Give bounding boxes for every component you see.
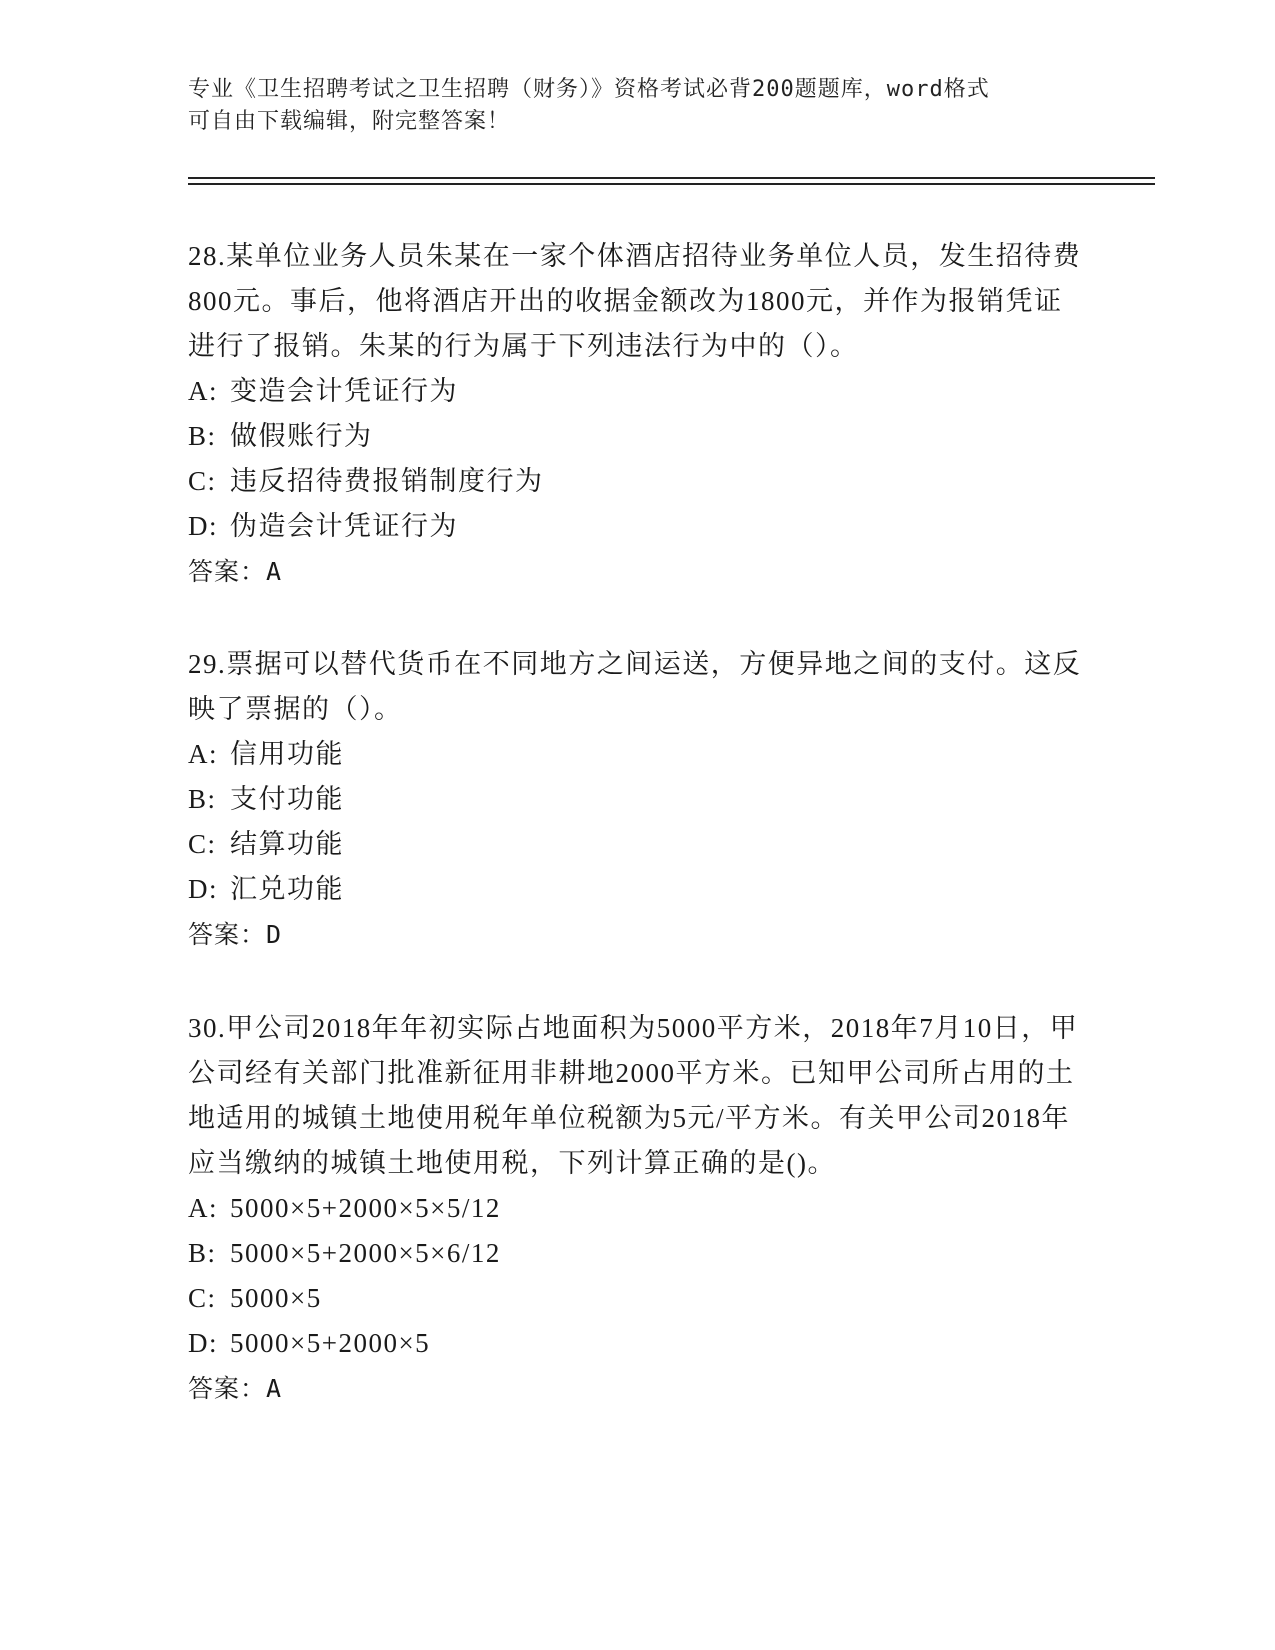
- option-b: B: 5000×5+2000×5×6/12: [188, 1238, 501, 1268]
- option-a: A: 变造会计凭证行为: [188, 376, 458, 406]
- option-d: D: 汇兑功能: [188, 874, 344, 904]
- question-stem: 30.甲公司2018年年初实际占地面积为5000平方米，2018年7月10日，甲公司经有关部门批准新征用非耕地2000平方米。已知甲公司所占用的土地适用的城镇土地使用税年单位税额为5元/平方米。有关甲公司2018年应当缴纳的城镇土地使用税，下列计算正确的是()。: [188, 1013, 1079, 1178]
- question-28: [188, 234, 1088, 594]
- answer-line: 答案：A: [188, 557, 283, 586]
- option-a: A: 信用功能: [188, 739, 344, 769]
- question-stem: 29.票据可以替代货币在不同地方之间运送，方便异地之间的支付。这反映了票据的（）。: [188, 649, 1082, 724]
- option-c: C: 结算功能: [188, 829, 344, 859]
- question-29: [188, 642, 1088, 957]
- option-b: B: 支付功能: [188, 784, 344, 814]
- header-divider-bottom: [188, 183, 1155, 185]
- header-line-1: 专业《卫生招聘考试之卫生招聘（财务）》资格考试必背200题题库，word格式: [188, 77, 990, 102]
- option-a: A: 5000×5+2000×5×5/12: [188, 1193, 501, 1223]
- header-divider-top: [188, 177, 1155, 179]
- header-line-2: 可自由下载编辑，附完整答案！: [188, 109, 511, 134]
- option-c: C: 5000×5: [188, 1283, 322, 1313]
- question-30: [188, 1006, 1088, 1411]
- option-d: D: 伪造会计凭证行为: [188, 511, 458, 541]
- document-header: [188, 74, 1088, 138]
- option-c: C: 违反招待费报销制度行为: [188, 466, 544, 496]
- question-stem: 28.某单位业务人员朱某在一家个体酒店招待业务单位人员，发生招待费800元。事后，他将酒店开出的收据金额改为1800元，并作为报销凭证进行了报销。朱某的行为属于下列违法行为中的（）。: [188, 241, 1082, 361]
- option-d: D: 5000×5+2000×5: [188, 1328, 431, 1358]
- answer-line: 答案：A: [188, 1374, 283, 1403]
- answer-line: 答案：D: [188, 920, 283, 949]
- option-b: B: 做假账行为: [188, 421, 373, 451]
